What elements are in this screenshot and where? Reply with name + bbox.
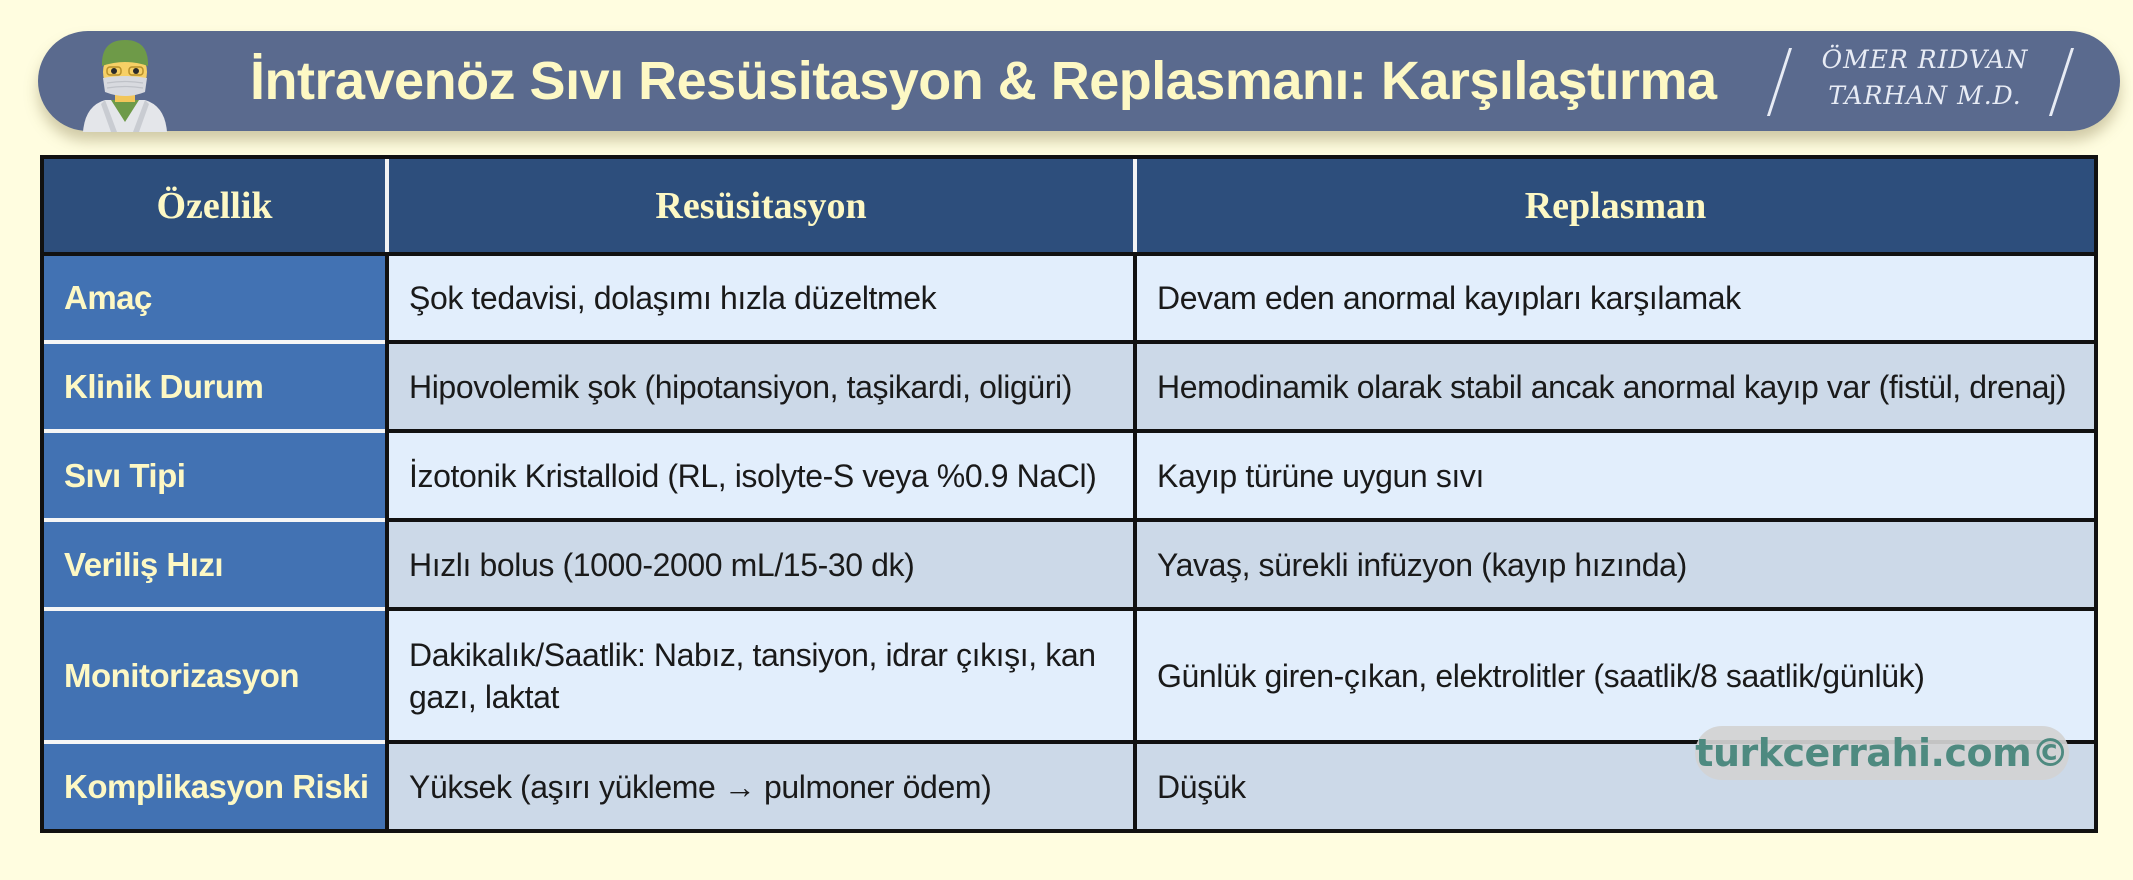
resuscitation-cell: Dakikalık/Saatlik: Nabız, tansiyon, idrar çıkışı, kan gazı, laktat [389,611,1133,740]
row-label: Sıvı Tipi [44,433,385,518]
row-label: Veriliş Hızı [44,522,385,607]
row-label: Komplikasyon Riski [44,744,385,829]
replacement-cell: Devam eden anormal kayıpları karşılamak [1137,256,2094,340]
table-row [44,611,2094,740]
header-replacement: Replasman [1137,159,2094,252]
signature-slash-left [1767,48,1792,116]
row-label: Amaç [44,256,385,340]
replacement-cell: Düşük [1137,744,2094,829]
site-watermark: turkcerrahi.com© [1695,726,2069,780]
signature-line-2: TARHAN M.D. [1828,81,2022,110]
surgeon-avatar-icon [75,36,175,132]
page-title: İntravenöz Sıvı Resüsitasyon & Replasmanı: Karşılaştırma [250,51,1717,111]
replacement-cell: Yavaş, sürekli infüzyon (kayıp hızında) [1137,522,2094,607]
row-label: Klinik Durum [44,344,385,429]
table-row [44,256,2094,340]
header-resuscitation: Resüsitasyon [389,159,1133,252]
resuscitation-cell: Yüksek (aşırı yükleme → pulmoner ödem) [389,744,1133,829]
resuscitation-cell: Şok tedavisi, dolaşımı hızla düzeltmek [389,256,1133,340]
replacement-cell: Hemodinamik olarak stabil ancak anormal kayıp var (fistül, drenaj) [1137,344,2094,429]
row-label: Monitorizasyon [44,611,385,740]
table-row [44,433,2094,518]
replacement-cell: Günlük giren-çıkan, elektrolitler (saatlik/8 saatlik/günlük) [1137,611,2094,740]
table-row [44,344,2094,429]
header-feature: Özellik [44,159,385,252]
replacement-cell: Kayıp türüne uygun sıvı [1137,433,2094,518]
resuscitation-cell: Hızlı bolus (1000-2000 mL/15-30 dk) [389,522,1133,607]
author-signature [1770,40,2070,120]
signature-line-1: ÖMER RIDVAN [1821,45,2029,74]
resuscitation-cell: Hipovolemik şok (hipotansiyon, taşikardi, oligüri) [389,344,1133,429]
table-row [44,522,2094,607]
table-header-row [44,159,2094,252]
resuscitation-cell: İzotonik Kristalloid (RL, isolyte-S veya %0.9 NaCl) [389,433,1133,518]
